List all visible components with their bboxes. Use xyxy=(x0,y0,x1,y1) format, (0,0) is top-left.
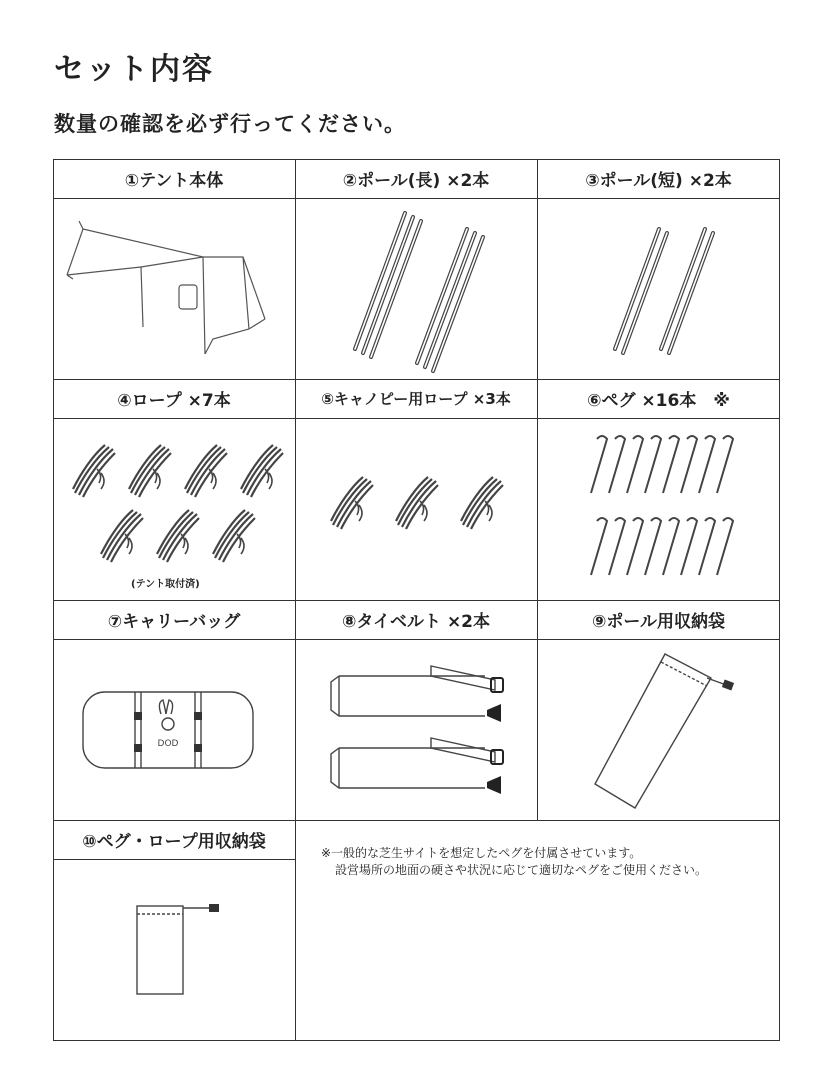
item-label: ③ポール(短) ×2本 xyxy=(537,159,780,199)
note-line-1: ※一般的な芝生サイトを想定したペグを付属させています。 xyxy=(321,846,642,860)
item-label: ④ロープ ×7本 xyxy=(53,379,295,419)
rope-icon xyxy=(53,419,295,600)
rope-caption: (テント取付済) xyxy=(131,579,200,590)
tent-icon xyxy=(53,199,295,379)
item-label: ⑧タイベルト ×2本 xyxy=(295,600,537,640)
peg-icon xyxy=(537,419,780,600)
note-line-2: 設営場所の地面の硬さや状況に応じて適切なペグをご使用ください。 xyxy=(335,863,708,877)
tie-belt-icon xyxy=(295,640,537,820)
peg-rope-bag-icon xyxy=(53,860,295,1041)
item-cell-pole-bag xyxy=(537,600,780,820)
item-cell-tie-belt xyxy=(295,600,537,820)
page-title: セット内容 xyxy=(54,52,214,87)
item-label: ⑨ポール用収納袋 xyxy=(537,600,780,640)
item-cell-long-pole xyxy=(295,159,537,379)
page-subtitle: 数量の確認を必ず行ってください。 xyxy=(54,112,406,136)
item-label: ⑦キャリーバッグ xyxy=(53,600,295,640)
item-cell-peg-rope-bag xyxy=(53,820,295,1041)
item-label: ⑤キャノピー用ロープ ×3本 xyxy=(295,379,537,419)
item-cell-canopy-rope xyxy=(295,379,537,600)
item-cell-short-pole xyxy=(537,159,780,379)
item-cell-tent xyxy=(53,159,295,379)
item-label: ②ポール(長) ×2本 xyxy=(295,159,537,199)
item-cell-rope xyxy=(53,379,295,600)
contents-grid xyxy=(53,159,780,1041)
item-cell-carry-bag xyxy=(53,600,295,820)
item-cell-peg xyxy=(537,379,780,600)
short-pole-icon xyxy=(537,199,780,379)
item-label: ⑩ペグ・ロープ用収納袋 xyxy=(53,820,295,860)
long-pole-icon xyxy=(295,199,537,379)
pole-bag-icon xyxy=(537,640,780,820)
item-label: ①テント本体 xyxy=(53,159,295,199)
carry-bag-icon xyxy=(53,640,295,820)
bag-logo-text: DOD xyxy=(157,739,179,749)
item-label: ⑥ペグ ×16本 ※ xyxy=(537,379,780,419)
canopy-rope-icon xyxy=(295,419,537,600)
peg-note xyxy=(321,845,707,879)
